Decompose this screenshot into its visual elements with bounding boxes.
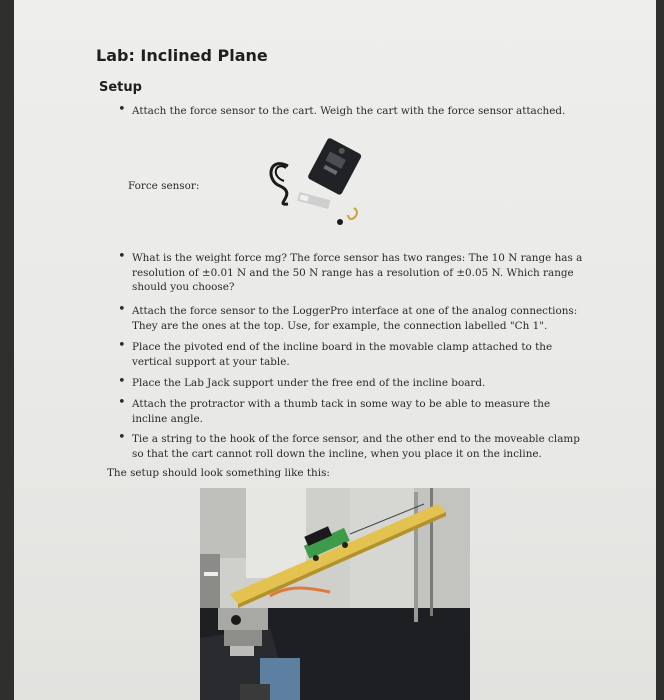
list-item: • Place the pivoted end of the incline board in the movable clamp attached to the vertical support at your table. — [118, 340, 588, 369]
section-heading-setup: Setup — [99, 80, 142, 95]
setup-caption: The setup should look something like this: — [107, 467, 330, 479]
list-item: • Attach the force sensor to the LoggerPro interface at one of the analog connections: They are the ones at the top. Use, for example, the connection labelled "Ch 1". — [118, 304, 588, 333]
force-sensor-photo — [258, 126, 368, 236]
list-item: • Attach the force sensor to the cart. Weigh the cart with the force sensor attached. — [118, 104, 612, 119]
list-item: • What is the weight force mg? The force sensor has two ranges: The 10 N range has a resolution of ±0.01 N and the 50 N range has a resolution of ±0.05 N. Which range should you choose? — [118, 251, 588, 295]
list-item: • Tie a string to the hook of the force sensor, and the other end to the moveable clamp so that the cart cannot roll down the incline, when you place it on the incline. — [118, 432, 588, 461]
list-item: • Place the Lab Jack support under the free end of the incline board. — [118, 376, 588, 391]
force-sensor-label: Force sensor: — [128, 180, 200, 192]
incline-setup-photo — [200, 488, 470, 700]
page-title: Lab: Inclined Plane — [96, 46, 268, 65]
document-page — [14, 0, 656, 700]
list-item: • Attach the protractor with a thumb tack in some way to be able to measure the incline angle. — [118, 397, 588, 426]
